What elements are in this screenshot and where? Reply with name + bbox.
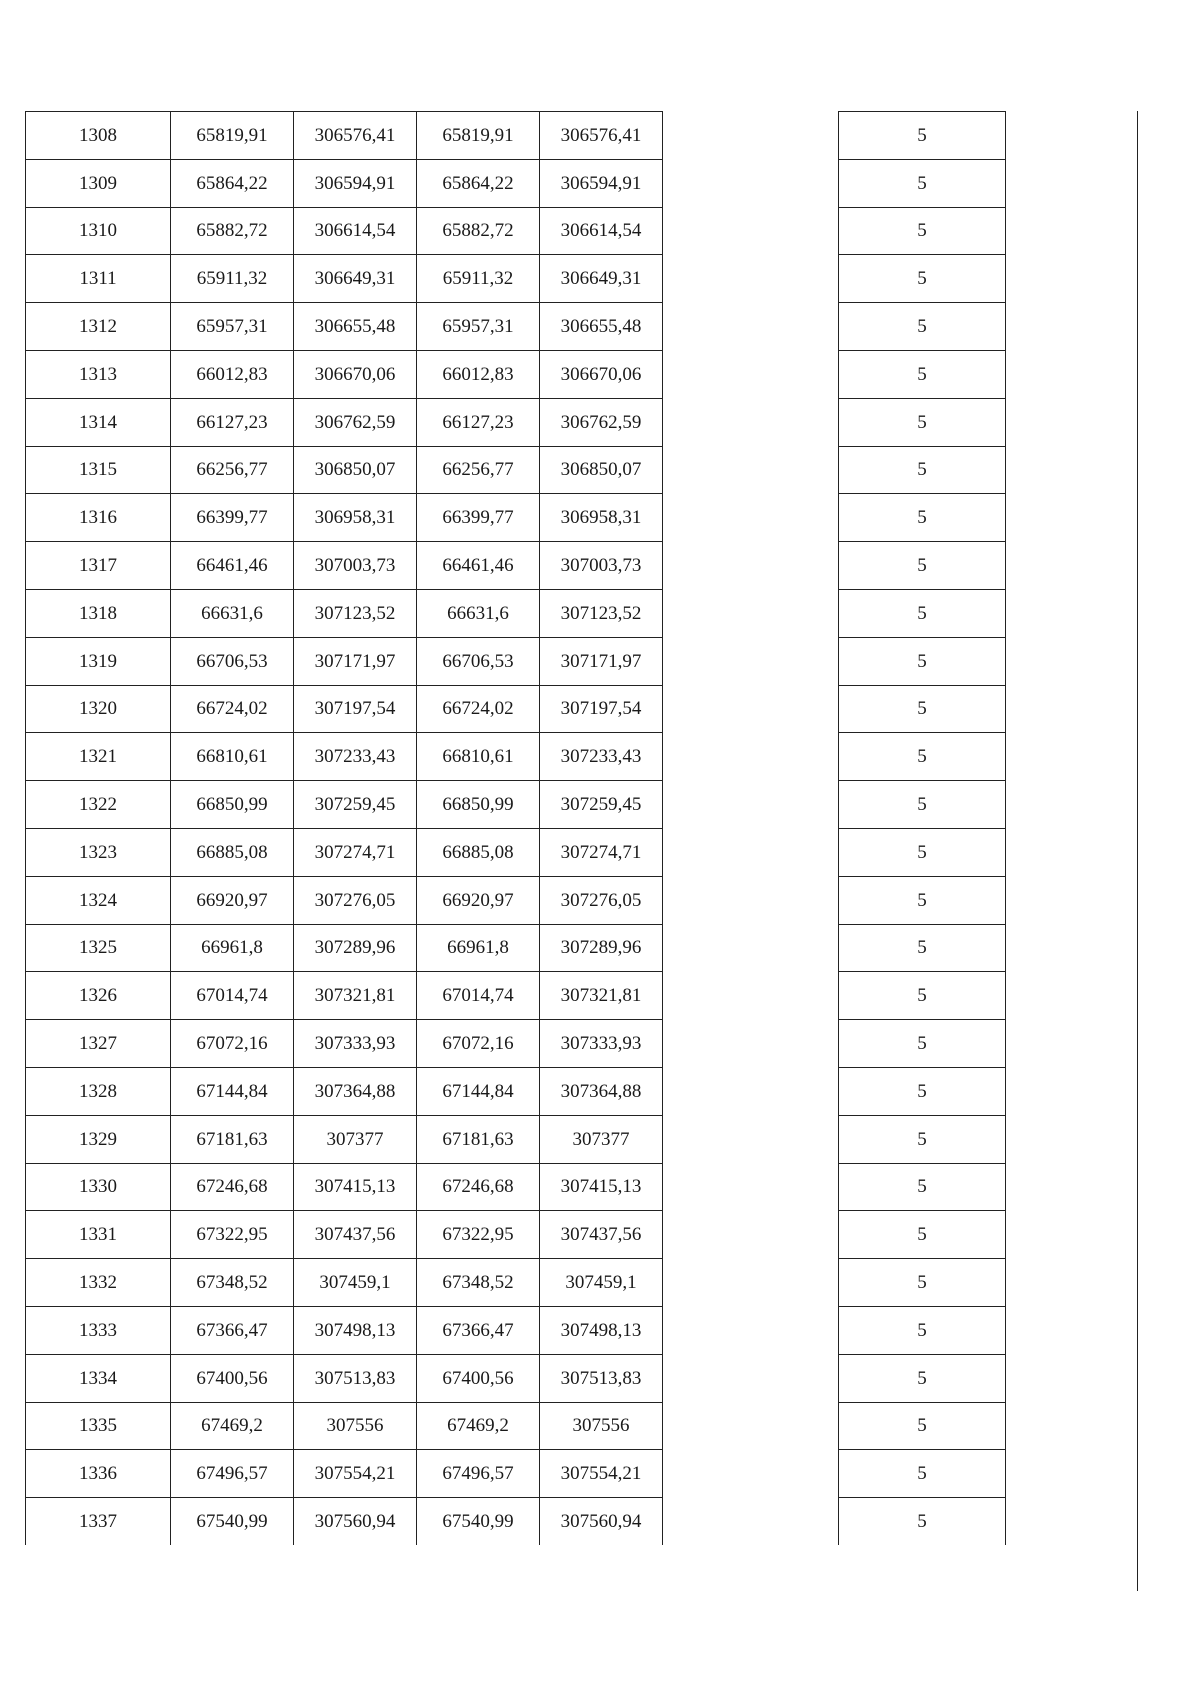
table-row [26,1498,663,1546]
point-number-cell: 1315 [26,446,171,494]
y-coordinate-cell-2: 306594,91 [540,159,663,207]
value-cell: 5 [839,1306,1006,1354]
value-cell: 5 [839,494,1006,542]
x-coordinate-cell: 67540,99 [171,1498,294,1546]
x-coordinate-cell-2: 66256,77 [417,446,540,494]
point-number-cell: 1312 [26,303,171,351]
point-number-cell: 1311 [26,255,171,303]
x-coordinate-cell: 66724,02 [171,685,294,733]
table-row [26,446,663,494]
x-coordinate-cell-2: 67072,16 [417,1020,540,1068]
x-coordinate-cell: 66256,77 [171,446,294,494]
table-row [839,159,1006,207]
x-coordinate-cell-2: 65957,31 [417,303,540,351]
x-coordinate-cell-2: 67246,68 [417,1163,540,1211]
table-row [26,1115,663,1163]
table-row [26,1402,663,1450]
table-row [839,1354,1006,1402]
y-coordinate-cell-2: 307233,43 [540,733,663,781]
value-cell: 5 [839,1354,1006,1402]
x-coordinate-cell-2: 65882,72 [417,207,540,255]
value-cell: 5 [839,972,1006,1020]
x-coordinate-cell-2: 65864,22 [417,159,540,207]
y-coordinate-cell-2: 307415,13 [540,1163,663,1211]
table-row [839,781,1006,829]
x-coordinate-cell: 67348,52 [171,1259,294,1307]
table-row [839,637,1006,685]
point-number-cell: 1325 [26,924,171,972]
value-cell: 5 [839,589,1006,637]
point-number-cell: 1335 [26,1402,171,1450]
y-coordinate-cell-2: 307498,13 [540,1306,663,1354]
table-row [839,1211,1006,1259]
point-number-cell: 1309 [26,159,171,207]
y-coordinate-cell-2: 307321,81 [540,972,663,1020]
y-coordinate-cell-2: 307437,56 [540,1211,663,1259]
point-number-cell: 1323 [26,828,171,876]
x-coordinate-cell-2: 66706,53 [417,637,540,685]
table-row [26,924,663,972]
point-number-cell: 1328 [26,1067,171,1115]
y-coordinate-cell: 307171,97 [294,637,417,685]
point-number-cell: 1308 [26,112,171,160]
table-row [839,207,1006,255]
x-coordinate-cell: 66850,99 [171,781,294,829]
y-coordinate-cell-2: 307274,71 [540,828,663,876]
table-row [839,828,1006,876]
point-number-cell: 1337 [26,1498,171,1546]
x-coordinate-cell: 65819,91 [171,112,294,160]
table-row [839,733,1006,781]
table-row [26,781,663,829]
table-row [26,589,663,637]
point-number-cell: 1321 [26,733,171,781]
value-cell: 5 [839,303,1006,351]
table-row [26,637,663,685]
value-cell: 5 [839,1259,1006,1307]
y-coordinate-cell-2: 306614,54 [540,207,663,255]
x-coordinate-cell-2: 66961,8 [417,924,540,972]
y-coordinate-cell-2: 307459,1 [540,1259,663,1307]
y-coordinate-cell: 306670,06 [294,350,417,398]
table-row [839,255,1006,303]
value-cell: 5 [839,1020,1006,1068]
y-coordinate-cell-2: 307197,54 [540,685,663,733]
x-coordinate-cell-2: 66399,77 [417,494,540,542]
table-row [26,733,663,781]
value-cell: 5 [839,398,1006,446]
y-coordinate-cell: 307377 [294,1115,417,1163]
table-row [839,1259,1006,1307]
value-cell: 5 [839,1115,1006,1163]
table-row [839,350,1006,398]
y-coordinate-cell: 307459,1 [294,1259,417,1307]
y-coordinate-cell: 306614,54 [294,207,417,255]
point-number-cell: 1320 [26,685,171,733]
x-coordinate-cell: 66461,46 [171,542,294,590]
table-row [839,589,1006,637]
x-coordinate-cell: 67181,63 [171,1115,294,1163]
table-row [26,1259,663,1307]
value-cell: 5 [839,924,1006,972]
y-coordinate-cell-2: 307364,88 [540,1067,663,1115]
x-coordinate-cell-2: 66012,83 [417,350,540,398]
y-coordinate-cell: 307513,83 [294,1354,417,1402]
x-coordinate-cell: 66399,77 [171,494,294,542]
table-row [839,876,1006,924]
y-coordinate-cell: 307276,05 [294,876,417,924]
x-coordinate-cell-2: 67144,84 [417,1067,540,1115]
table-row [26,1067,663,1115]
point-number-cell: 1313 [26,350,171,398]
point-number-cell: 1330 [26,1163,171,1211]
y-coordinate-cell-2: 307003,73 [540,542,663,590]
y-coordinate-cell-2: 307554,21 [540,1450,663,1498]
table-row [26,1211,663,1259]
table-row [839,494,1006,542]
y-coordinate-cell-2: 307560,94 [540,1498,663,1546]
x-coordinate-cell: 67400,56 [171,1354,294,1402]
x-coordinate-cell-2: 66631,6 [417,589,540,637]
table-row [839,303,1006,351]
value-cell: 5 [839,1402,1006,1450]
y-coordinate-cell-2: 307276,05 [540,876,663,924]
table-row [26,1306,663,1354]
x-coordinate-cell: 67144,84 [171,1067,294,1115]
value-cell: 5 [839,876,1006,924]
table-row [26,112,663,160]
table-row [26,159,663,207]
table-row [839,685,1006,733]
point-number-cell: 1326 [26,972,171,1020]
point-number-cell: 1317 [26,542,171,590]
x-coordinate-cell: 66920,97 [171,876,294,924]
table-row [26,255,663,303]
x-coordinate-cell: 67366,47 [171,1306,294,1354]
y-coordinate-cell-2: 307123,52 [540,589,663,637]
point-number-cell: 1329 [26,1115,171,1163]
point-number-cell: 1331 [26,1211,171,1259]
value-cell: 5 [839,255,1006,303]
table-row [26,494,663,542]
table-row [839,1306,1006,1354]
y-coordinate-cell: 307554,21 [294,1450,417,1498]
y-coordinate-cell-2: 307289,96 [540,924,663,972]
value-cell: 5 [839,446,1006,494]
value-cell: 5 [839,781,1006,829]
point-number-cell: 1327 [26,1020,171,1068]
x-coordinate-cell-2: 66920,97 [417,876,540,924]
y-coordinate-cell: 307415,13 [294,1163,417,1211]
x-coordinate-cell-2: 67540,99 [417,1498,540,1546]
x-coordinate-cell: 66012,83 [171,350,294,398]
value-cell: 5 [839,685,1006,733]
x-coordinate-cell: 66706,53 [171,637,294,685]
x-coordinate-cell: 67246,68 [171,1163,294,1211]
table-row [839,1402,1006,1450]
x-coordinate-cell-2: 67322,95 [417,1211,540,1259]
value-cell: 5 [839,207,1006,255]
table-row [839,1450,1006,1498]
y-coordinate-cell-2: 306655,48 [540,303,663,351]
table-row [26,207,663,255]
x-coordinate-cell-2: 67366,47 [417,1306,540,1354]
table-row [26,350,663,398]
table-row [839,1020,1006,1068]
value-cell: 5 [839,1498,1006,1546]
x-coordinate-cell-2: 66885,08 [417,828,540,876]
y-coordinate-cell: 307364,88 [294,1067,417,1115]
y-coordinate-cell: 307233,43 [294,733,417,781]
value-cell: 5 [839,733,1006,781]
y-coordinate-cell: 306762,59 [294,398,417,446]
value-table [838,111,1006,1545]
y-coordinate-cell-2: 307333,93 [540,1020,663,1068]
x-coordinate-cell: 67496,57 [171,1450,294,1498]
coordinates-table-body [26,112,663,1546]
value-cell: 5 [839,1211,1006,1259]
table-row [839,1067,1006,1115]
x-coordinate-cell: 66127,23 [171,398,294,446]
y-coordinate-cell: 306649,31 [294,255,417,303]
x-coordinate-cell: 66631,6 [171,589,294,637]
table-row [839,1163,1006,1211]
x-coordinate-cell-2: 67014,74 [417,972,540,1020]
x-coordinate-cell: 65957,31 [171,303,294,351]
y-coordinate-cell-2: 306762,59 [540,398,663,446]
point-number-cell: 1322 [26,781,171,829]
value-cell: 5 [839,159,1006,207]
value-cell: 5 [839,828,1006,876]
x-coordinate-cell: 67469,2 [171,1402,294,1450]
table-row [26,1163,663,1211]
table-row [839,398,1006,446]
table-row [839,972,1006,1020]
x-coordinate-cell: 65864,22 [171,159,294,207]
point-number-cell: 1334 [26,1354,171,1402]
value-cell: 5 [839,1067,1006,1115]
y-coordinate-cell: 307498,13 [294,1306,417,1354]
value-cell: 5 [839,637,1006,685]
y-coordinate-cell: 307437,56 [294,1211,417,1259]
y-coordinate-cell: 307556 [294,1402,417,1450]
x-coordinate-cell: 65882,72 [171,207,294,255]
point-number-cell: 1324 [26,876,171,924]
x-coordinate-cell-2: 65911,32 [417,255,540,303]
point-number-cell: 1318 [26,589,171,637]
x-coordinate-cell-2: 66127,23 [417,398,540,446]
value-cell: 5 [839,350,1006,398]
table-row [839,446,1006,494]
y-coordinate-cell-2: 306576,41 [540,112,663,160]
table-row [26,1020,663,1068]
table-row [839,1115,1006,1163]
table-row [26,1354,663,1402]
y-coordinate-cell: 307259,45 [294,781,417,829]
y-coordinate-cell: 306576,41 [294,112,417,160]
value-cell: 5 [839,1163,1006,1211]
point-number-cell: 1310 [26,207,171,255]
y-coordinate-cell: 307560,94 [294,1498,417,1546]
point-number-cell: 1332 [26,1259,171,1307]
table-row [839,112,1006,160]
y-coordinate-cell: 306850,07 [294,446,417,494]
y-coordinate-cell: 307123,52 [294,589,417,637]
x-coordinate-cell-2: 67400,56 [417,1354,540,1402]
point-number-cell: 1336 [26,1450,171,1498]
y-coordinate-cell-2: 307259,45 [540,781,663,829]
table-row [26,876,663,924]
table-row [26,1450,663,1498]
value-table-body [839,112,1006,1546]
x-coordinate-cell-2: 66810,61 [417,733,540,781]
x-coordinate-cell-2: 67348,52 [417,1259,540,1307]
y-coordinate-cell-2: 307171,97 [540,637,663,685]
point-number-cell: 1316 [26,494,171,542]
y-coordinate-cell: 306655,48 [294,303,417,351]
y-coordinate-cell-2: 307513,83 [540,1354,663,1402]
y-coordinate-cell: 307003,73 [294,542,417,590]
right-border-rule [1137,111,1138,1591]
x-coordinate-cell: 67014,74 [171,972,294,1020]
table-row [839,1498,1006,1546]
y-coordinate-cell-2: 306649,31 [540,255,663,303]
table-row [26,972,663,1020]
y-coordinate-cell: 307321,81 [294,972,417,1020]
x-coordinate-cell-2: 65819,91 [417,112,540,160]
x-coordinate-cell-2: 66850,99 [417,781,540,829]
point-number-cell: 1333 [26,1306,171,1354]
y-coordinate-cell-2: 307556 [540,1402,663,1450]
x-coordinate-cell-2: 67469,2 [417,1402,540,1450]
y-coordinate-cell-2: 306850,07 [540,446,663,494]
value-cell: 5 [839,1450,1006,1498]
x-coordinate-cell: 66810,61 [171,733,294,781]
x-coordinate-cell: 67072,16 [171,1020,294,1068]
value-cell: 5 [839,542,1006,590]
table-row [26,828,663,876]
y-coordinate-cell: 306958,31 [294,494,417,542]
y-coordinate-cell: 307197,54 [294,685,417,733]
x-coordinate-cell: 66961,8 [171,924,294,972]
x-coordinate-cell: 66885,08 [171,828,294,876]
table-row [26,303,663,351]
y-coordinate-cell: 307289,96 [294,924,417,972]
coordinates-table [25,111,663,1545]
point-number-cell: 1319 [26,637,171,685]
y-coordinate-cell-2: 306958,31 [540,494,663,542]
x-coordinate-cell: 65911,32 [171,255,294,303]
y-coordinate-cell-2: 306670,06 [540,350,663,398]
x-coordinate-cell-2: 66724,02 [417,685,540,733]
table-row [26,685,663,733]
table-row [839,542,1006,590]
table-row [839,924,1006,972]
x-coordinate-cell-2: 67496,57 [417,1450,540,1498]
point-number-cell: 1314 [26,398,171,446]
table-row [26,398,663,446]
x-coordinate-cell-2: 66461,46 [417,542,540,590]
value-cell: 5 [839,112,1006,160]
y-coordinate-cell: 307274,71 [294,828,417,876]
x-coordinate-cell: 67322,95 [171,1211,294,1259]
y-coordinate-cell: 307333,93 [294,1020,417,1068]
y-coordinate-cell-2: 307377 [540,1115,663,1163]
y-coordinate-cell: 306594,91 [294,159,417,207]
x-coordinate-cell-2: 67181,63 [417,1115,540,1163]
table-row [26,542,663,590]
